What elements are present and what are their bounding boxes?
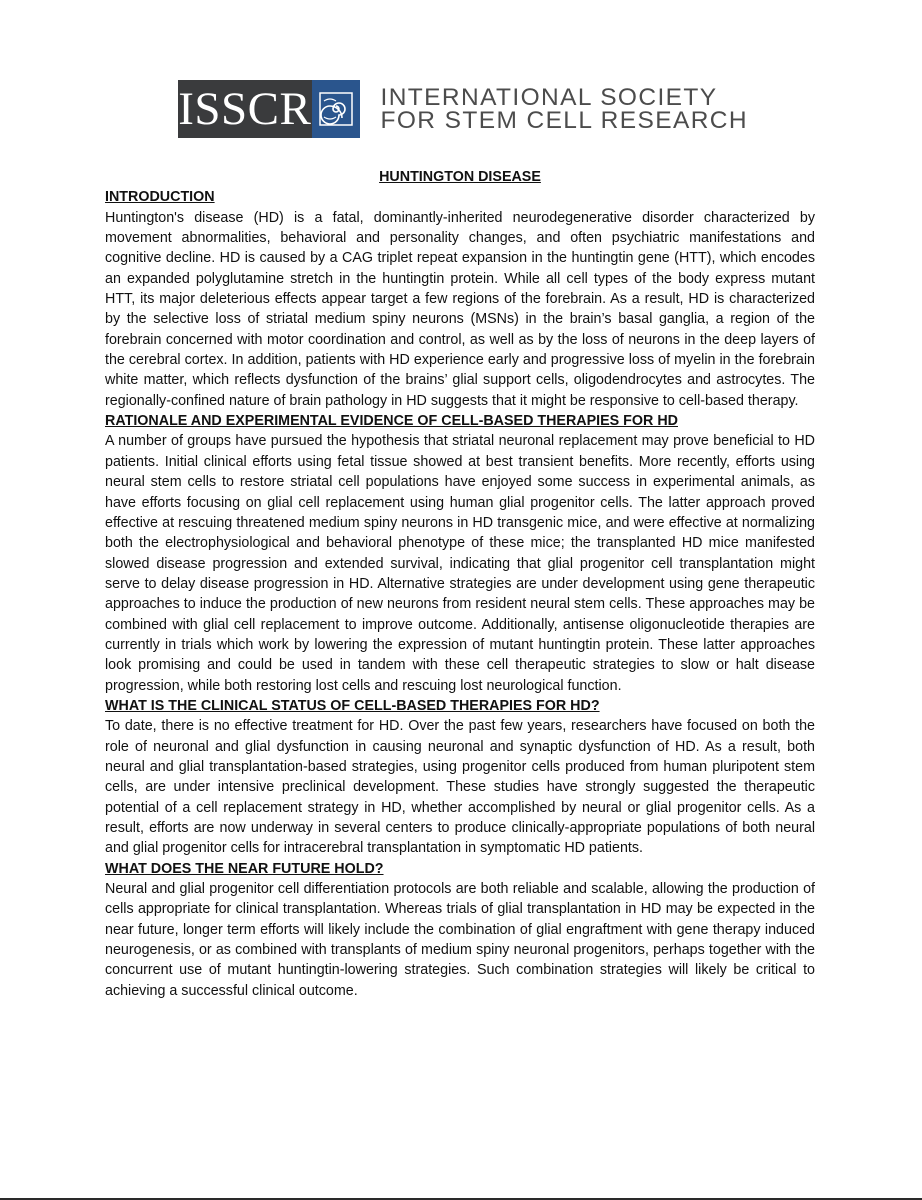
logo-line-1: INTERNATIONAL SOCIETY	[380, 84, 718, 111]
document-title: HUNTINGTON DISEASE	[379, 169, 541, 185]
section-heading-near-future: WHAT DOES THE NEAR FUTURE HOLD?	[105, 860, 384, 877]
section-body-clinical-status: To date, there is no effective treatment for HD. Over the past few years, researchers have focused on both the role of neuronal and glial dysfunction in causing neuronal and synaptic dysfunction of HD. As a result, both neural and glial transplantation-based strategies, using progenitor cells produced from human pluripotent stem cells, are under intensive preclinical development. These studies have strongly suggested the therapeutic potential of a cell replacement strategy in HD, whether accomplished by neural or glial progenitor cells. As a result, efforts are now underway in several centers to produce clinically-appropriate populations of both neural and glial progenitor cells for intracerebral transplantation in symptomatic HD patients.	[105, 718, 815, 857]
section-body-near-future: Neural and glial progenitor cell differentiation protocols are both reliable and scalable, allowing the production of cells appropriate for clinical transplantation. Whereas trials of glial transplantation in HD may be expected in the near future, longer term efforts will likely include the combination of glial engraftment with gene therapy induced neurogenesis, or as combined with transplants of medium spiny neuronal progenitors, perhaps together with the concurrent use of mutant huntingtin-lowering strategies. Such combination strategies will likely be critical to achieving a successful clinical outcome.	[105, 881, 815, 999]
isscr-logo	[178, 80, 748, 138]
logo-full-name	[380, 86, 748, 132]
logo-wordmark: ISSCR	[178, 80, 312, 138]
section-heading-introduction: INTRODUCTION	[105, 189, 215, 206]
spiral-emblem-icon	[318, 91, 354, 127]
logo-emblem	[312, 80, 361, 138]
document-body	[105, 167, 815, 1001]
section-body-introduction: Huntington's disease (HD) is a fatal, dominantly-inherited neurodegenerative disorder characterized by movement abnormalities, behavioral and personality changes, and often psychiatric manifestations and cognitive decline. HD is caused by a CAG triplet repeat expansion in the huntingtin gene (HTT), which encodes an expanded polyglutamine stretch in the huntingtin protein. While all cell types of the body express mutant HTT, its major deleterious effects appear target a few regions of the forebrain. As a result, HD is characterized by the selective loss of striatal medium spiny neurons (MSNs) in the brain’s basal ganglia, a region of the forebrain concerned with motor coordination and control, as well as by the loss of neurons in the deep layers of the cerebral cortex. In addition, patients with HD experience early and progressive loss of myelin in the forebrain white matter, which reflects dysfunction of the brains’ glial support cells, oligodendrocytes and astrocytes. The regionally-confined nature of brain pathology in HD suggests that it might be responsive to cell-based therapy.	[105, 209, 815, 409]
logo-line-2: FOR STEM CELL RESEARCH	[380, 107, 748, 134]
section-heading-rationale: RATIONALE AND EXPERIMENTAL EVIDENCE OF CELL-BASED THERAPIES FOR HD	[105, 413, 678, 430]
section-heading-clinical-status: WHAT IS THE CLINICAL STATUS OF CELL-BASED THERAPIES FOR HD?	[105, 697, 600, 714]
section-body-rationale: A number of groups have pursued the hypothesis that striatal neuronal replacement may prove beneficial to HD patients. Initial clinical efforts using fetal tissue showed at best transient benefits. More recently, efforts using neural stem cells to restore striatal cell populations have enjoyed some success in experimental animals, as have efforts focusing on glial cell replacement using human glial progenitor cells. The latter approach proved effective at rescuing threatened medium spiny neurons in HD transgenic mice, and were effective at normalizing both the electrophysiological and behavioral phenotype of these mice; the transplanted HD mice manifested slowed disease progression and extended survival, indicating that glial progenitor cell transplantation might serve to delay disease progression in HD. Alternative strategies are under development using gene therapeutic approaches to induce the production of new neurons from resident neural stem cells. These approaches may be combined with glial cell replacement to improve outcome. Additionally, antisense oligonucleotide therapies are currently in trials which work by lowering the expression of mutant huntingtin protein. These latter approaches look promising and could be used in tandem with these cell therapeutic strategies to slow or halt disease progression, while both restoring lost cells and rescuing lost neurological function.	[105, 433, 815, 694]
